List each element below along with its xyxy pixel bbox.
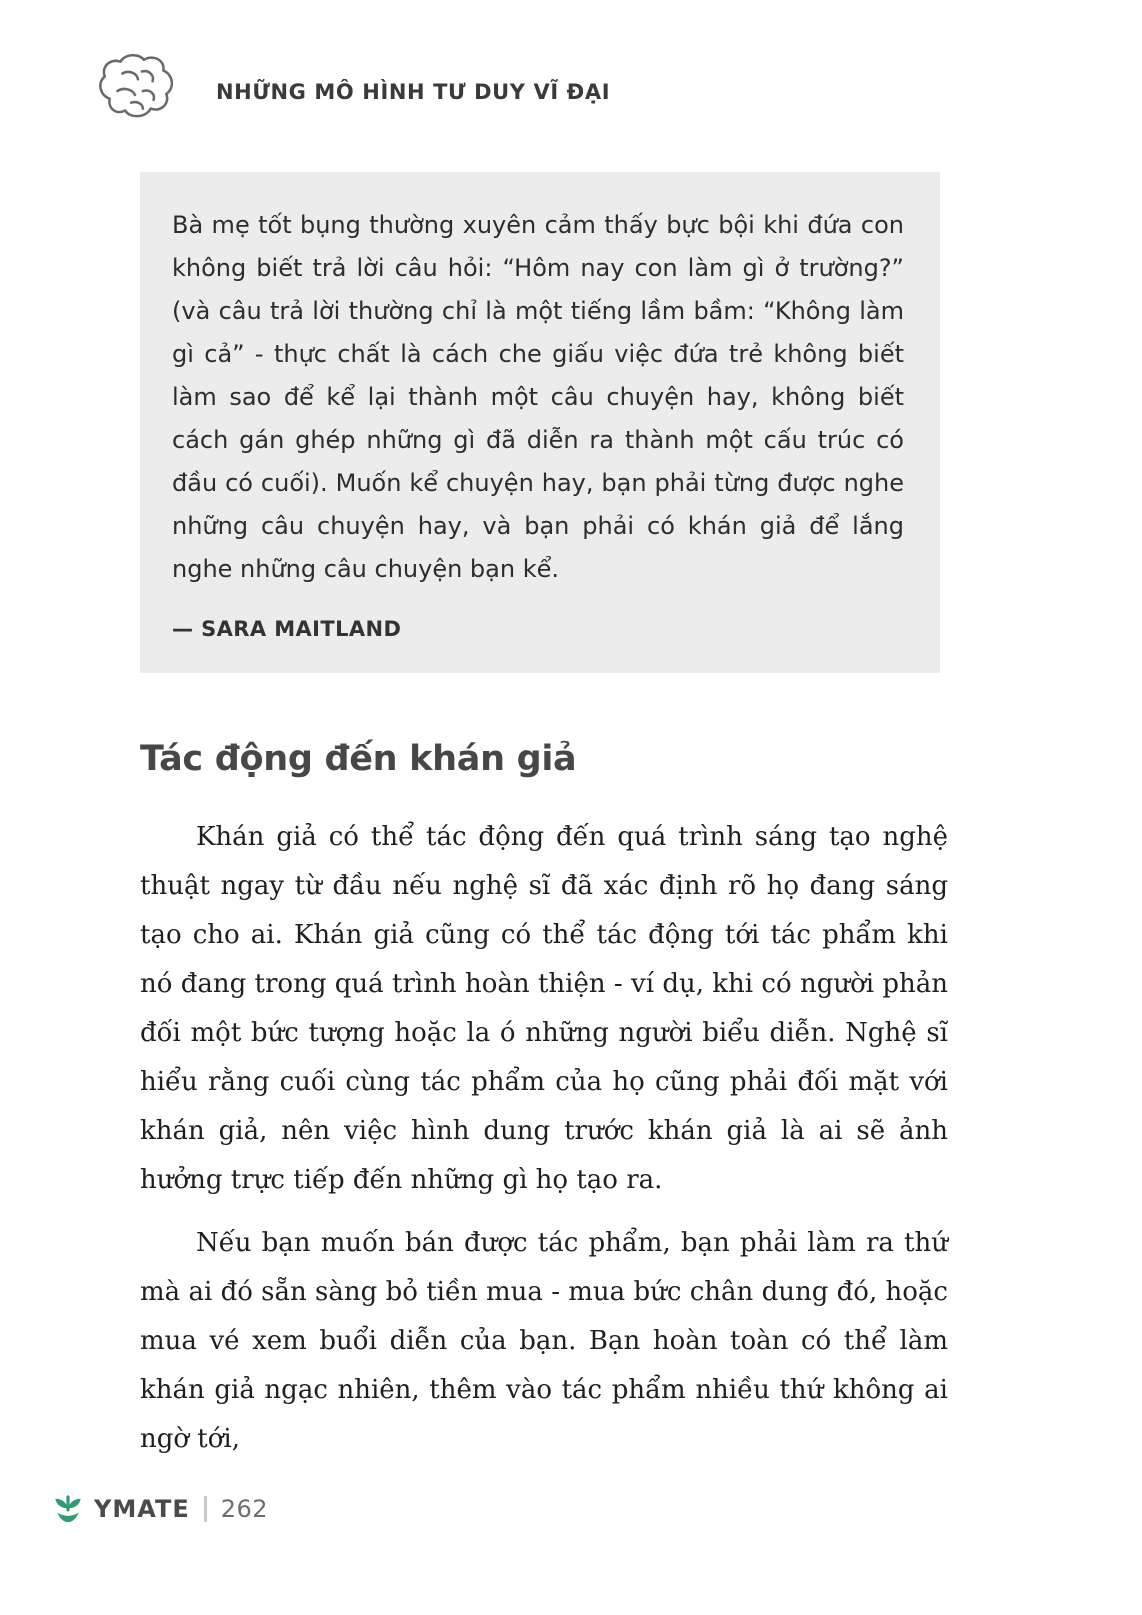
section-heading: Tác động đến khán giả [140,739,577,779]
page-number: 262 [220,1495,269,1523]
quote-text: Bà mẹ tốt bụng thường xuyên cảm thấy bực bội khi đứa con không biết trả lời câu hỏi: “Hôm nay con làm gì ở trường?” (và câu trả lời thường chỉ là một tiếng lầm bầm: “Không làm gì cả” - thực chất là cách che giấu việc đứa trẻ không biết làm sao để kể lại thành một câu chuyện hay, không biết cách gán ghép những gì đã diễn ra thành một cấu trúc có đầu có cuối). Muốn kể chuyện hay, bạn phải từng được nghe những câu chuyện hay, và bạn phải có khán giả để lắng nghe những câu chuyện bạn kể. [172,211,904,583]
footer-divider [204,1496,207,1522]
running-head: NHỮNG MÔ HÌNH TƯ DUY VĨ ĐẠI [216,80,611,104]
body-paragraph: Khán giả có thể tác động đến quá trình sáng tạo nghệ thuật ngay từ đầu nếu nghệ sĩ đã xác định rõ họ đang sáng tạo cho ai. Khán giả cũng có thể tác động tới tác phẩm khi nó đang trong quá trình hoàn thiện - ví dụ, khi có người phản đối một bức tượng hoặc la ó những người biểu diễn. Nghệ sĩ hiểu rằng cuối cùng tác phẩm của họ cũng phải đối mặt với khán giả, nên việc hình dung trước khán giả là ai sẽ ảnh hưởng trực tiếp đến những gì họ tạo ra. [140,822,948,1195]
page-header [88,52,1142,132]
page-footer [52,1494,268,1524]
body-copy [140,813,948,1464]
quote-attribution: — SARA MAITLAND [172,617,402,641]
quote-block [140,172,940,673]
publisher-brand: YMATE [94,1495,190,1523]
brain-icon [88,52,186,132]
ymate-logo-icon [52,1494,84,1524]
body-paragraph: Nếu bạn muốn bán được tác phẩm, bạn phải làm ra thứ mà ai đó sẵn sàng bỏ tiền mua - mua bức chân dung đó, hoặc mua vé xem buổi diễn của bạn. Bạn hoàn toàn có thể làm khán giả ngạc nhiên, thêm vào tác phẩm nhiều thứ không ai ngờ tới, [140,1228,948,1454]
